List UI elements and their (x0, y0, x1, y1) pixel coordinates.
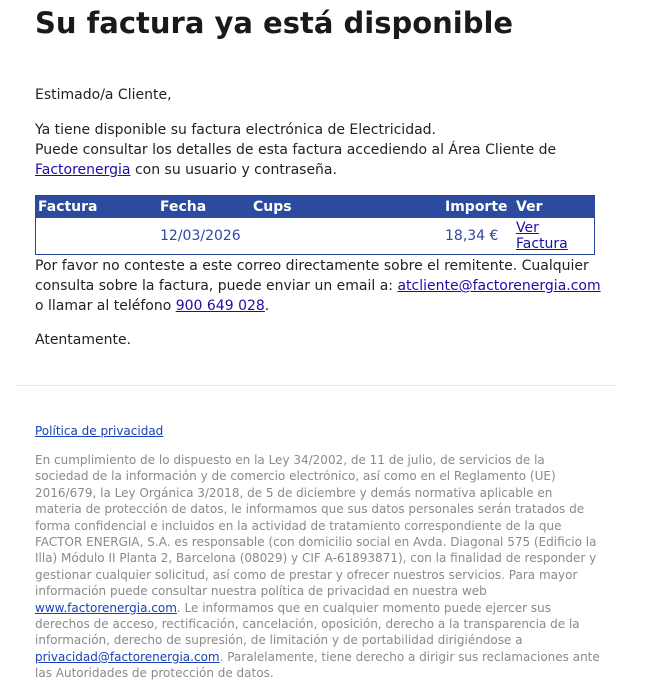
factorenergia-web-link[interactable]: www.factorenergia.com (35, 600, 177, 615)
invoice-table (35, 195, 595, 255)
col-ver: Ver (514, 196, 595, 219)
cell-factura (36, 218, 159, 255)
contact-paragraph (35, 256, 605, 316)
intro-line-1: Ya tiene disponible su factura electrónica de Electricidad. (35, 122, 437, 138)
closing-text: Atentamente. (35, 332, 132, 348)
contact-text-3: . (264, 298, 270, 314)
cell-fecha: 12/03/2026 (160, 228, 241, 244)
legal-text-2: . Le informamos que en cualquier momento puede ejercer sus derechos de acceso, rectificación, cancelación, oposición, derecho a la transparencia de la información, derecho de supresión, de limitación y de portabilidad dirigiéndose a (35, 600, 580, 648)
greeting: Estimado/a Cliente, (35, 87, 172, 103)
divider (15, 385, 615, 386)
ver-factura-link[interactable]: Ver Factura (516, 220, 568, 252)
phone-link[interactable]: 900 649 028 (175, 298, 265, 314)
intro-paragraph (35, 120, 595, 180)
col-importe: Importe (443, 196, 514, 219)
contact-text-1: Por favor no conteste a este correo directamente sobre el remitente. Cualquier consulta sobre la factura, puede enviar un email a: (35, 258, 589, 294)
email-title: Su factura ya está disponible (35, 6, 514, 40)
intro-line-3: con su usuario y contraseña. (130, 162, 337, 178)
legal-text-3: . Paralelamente, tiene derecho a dirigir sus reclamaciones ante las Autoridades de protección de datos. (35, 649, 600, 681)
privacy-email-link[interactable]: privacidad@factorenergia.com (35, 649, 220, 664)
cell-importe: 18,34 € (445, 228, 499, 244)
col-cups: Cups (251, 196, 443, 219)
contact-text-2: o llamar al teléfono (35, 298, 176, 314)
col-fecha: Fecha (158, 196, 251, 219)
cell-cups (251, 218, 443, 255)
legal-notice (35, 452, 600, 682)
legal-text-1: En cumplimiento de lo dispuesto en la Ley 34/2002, de 11 de julio, de servicios de la sociedad de la información y de comercio electrónico, así como en el Reglamento (UE) 2016/679, la Ley Orgánica 3/2018, de 5 de diciembre y demás normativa aplicable en materia de protección de datos, le informamos que sus datos personales serán tratados de forma confidencial e incluidos en la actividad de tratamiento correspondiente de la que FACTOR ENERGIA, S.A. es responsable (con domicilio social en Avda. Diagonal 575 (Edificio la Illa) Módulo II Planta 2, Barcelona (08029) y CIF A-61893871), con la finalidad de responder y gestionar cualquier solicitud, así como de prestar y ofrecer nuestros servicios. Para mayor información puede consultar nuestra política de privacidad en nuestra web (35, 453, 597, 599)
factorenergia-link[interactable]: Factorenergia (35, 162, 131, 178)
table-row (36, 218, 595, 255)
intro-line-2: Puede consultar los detalles de esta factura accediendo al Área Cliente de (35, 142, 557, 158)
privacy-policy-link[interactable]: Política de privacidad (35, 424, 164, 438)
atcliente-email-link[interactable]: atcliente@factorenergia.com (397, 278, 601, 294)
cell-ver (514, 218, 595, 255)
col-factura: Factura (36, 196, 159, 219)
invoice-table-header (36, 196, 595, 219)
